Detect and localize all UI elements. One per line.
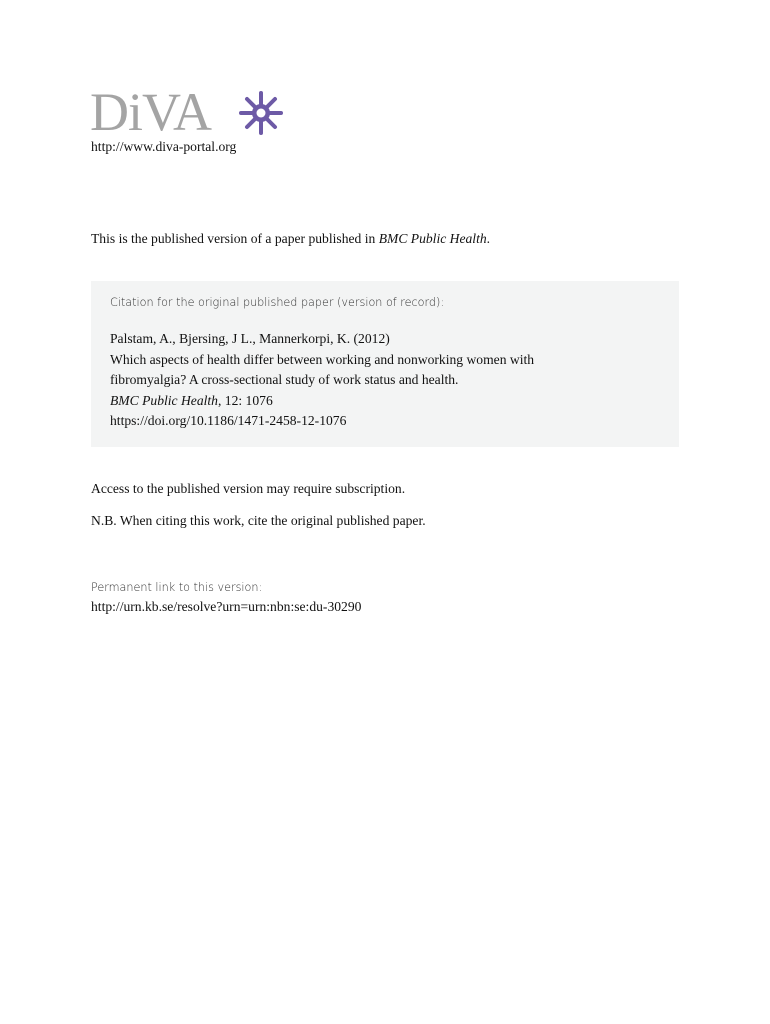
citation-title-line-2: fibromyalgia? A cross-sectional study of work status and health.: [110, 372, 459, 387]
citation-text: [110, 329, 534, 432]
intro-journal: BMC Public Health: [378, 231, 487, 246]
intro-sentence: [91, 229, 490, 249]
citation-source: [110, 391, 534, 412]
permanent-link-url[interactable]: http://urn.kb.se/resolve?urn=urn:nbn:se:du-30290: [91, 599, 362, 614]
nb-note: N.B. When citing this work, cite the original published paper.: [91, 513, 426, 528]
access-note: Access to the published version may require subscription.: [91, 481, 406, 496]
star-icon: [238, 90, 284, 136]
intro-prefix: This is the published version of a paper published in: [91, 231, 379, 246]
diva-logo-text: DiVA: [90, 82, 212, 142]
citation-volume: , 12: 1076: [217, 392, 273, 408]
citation-doi[interactable]: https://doi.org/10.1186/1471-2458-12-1076: [110, 413, 347, 428]
permanent-link-label: Permanent link to this version:: [91, 581, 263, 594]
intro-suffix: .: [486, 231, 491, 246]
citation-title-line-1: Which aspects of health differ between working and nonworking women with: [110, 351, 535, 367]
citation-authors: Palstam, A., Bjersing, J L., Mannerkorpi, K. (2012): [110, 331, 390, 346]
portal-link[interactable]: http://www.diva-portal.org: [91, 139, 237, 154]
citation-heading: Citation for the original published paper (version of record):: [110, 296, 445, 309]
citation-box: [91, 281, 679, 447]
diva-logo: [90, 82, 290, 142]
citation-journal: BMC Public Health: [110, 392, 218, 408]
